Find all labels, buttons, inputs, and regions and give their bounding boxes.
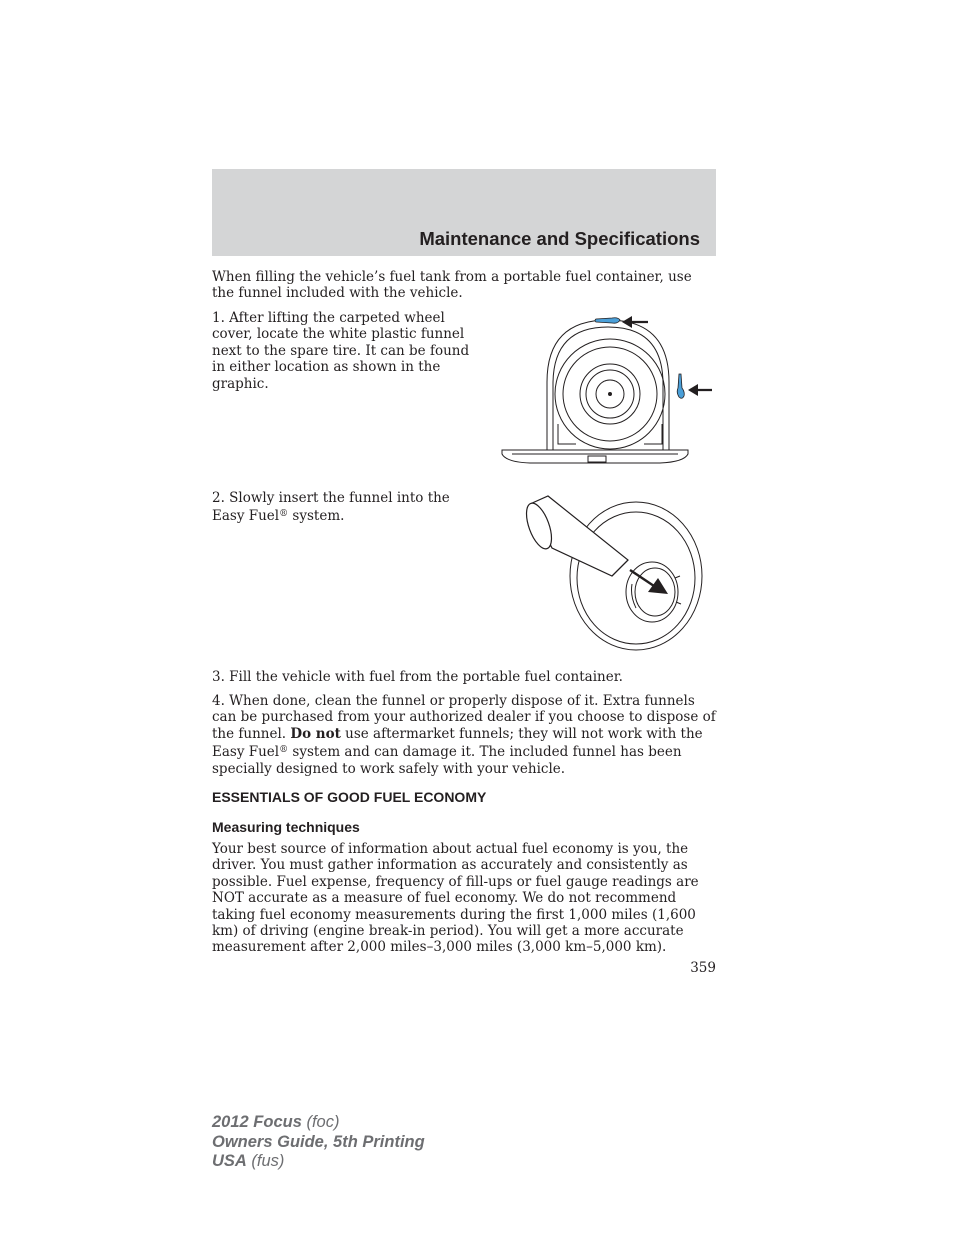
footer-guide-edition: Owners Guide, 5th Printing <box>212 1132 425 1151</box>
spare-tire-funnel-location-figure <box>500 312 716 470</box>
step-4-text-a: 4. When done, clean the funnel or properly dispose of it. Extra funnels can be purchased from your authorized dealer if you choose to dispose of the funnel. <box>212 693 716 742</box>
registered-mark: ® <box>279 745 289 756</box>
arrow-left-icon <box>688 384 712 396</box>
footer-line-3 <box>212 1152 425 1172</box>
step-2-text-b: system. <box>288 508 345 525</box>
registered-mark: ® <box>279 509 289 520</box>
step-4-emphasis: Do not <box>290 725 341 742</box>
footer-line-1 <box>212 1113 425 1133</box>
step-3-text: 3. Fill the vehicle with fuel from the portable fuel container. <box>212 669 623 685</box>
funnel-icon <box>595 318 620 323</box>
section-heading: ESSENTIALS OF GOOD FUEL ECONOMY <box>212 789 487 805</box>
step-4-text-c: system and can damage it. The included funnel has been specially designed to work safely with your vehicle. <box>212 744 682 777</box>
easy-fuel-funnel-insert-figure <box>520 492 706 652</box>
footer-model: 2012 Focus <box>212 1113 302 1131</box>
footer-market-code: (fus) <box>246 1152 285 1170</box>
page-number: 359 <box>690 960 716 976</box>
step-2-text-a: 2. Slowly insert the funnel into the Easy Fuel <box>212 490 450 525</box>
step-4-text <box>212 693 716 777</box>
measuring-techniques-paragraph: Your best source of information about actual fuel economy is you, the driver. You must gather information as accurately and consistently as possible. Fuel expense, frequency of fill-ups or fuel gauge readings are NOT accurate as a measure of fuel economy. We do not recommend taking fuel economy measurements during the first 1,000 miles (1,600 km) of driving (engine break-in period). You will get a more accurate measurement after 2,000 miles–3,000 miles (3,000 km–5,000 km). <box>212 841 699 956</box>
step-1-text: 1. After lifting the carpeted wheel cover, locate the white plastic funnel next to the spare tire. It can be found in either location as shown in the graphic. <box>212 310 470 392</box>
footer-market: USA <box>212 1152 247 1170</box>
arrow-left-icon <box>622 316 648 328</box>
step-2-text <box>212 490 474 525</box>
footer-model-code: (foc) <box>301 1113 340 1131</box>
funnel-icon <box>677 374 684 398</box>
document-footer <box>212 1113 425 1172</box>
footer-line-2 <box>212 1133 425 1153</box>
arrow-down-right-icon <box>630 570 668 594</box>
section-title: Maintenance and Specifications <box>419 228 700 249</box>
section-header-band <box>212 169 716 256</box>
subsection-heading: Measuring techniques <box>212 819 360 835</box>
step-4-text-b: use aftermarket funnels; they will not work with the Easy Fuel <box>212 725 703 761</box>
intro-paragraph: When filling the vehicle’s fuel tank from a portable fuel container, use the funnel included with the vehicle. <box>212 269 692 302</box>
funnel-icon <box>521 496 628 576</box>
